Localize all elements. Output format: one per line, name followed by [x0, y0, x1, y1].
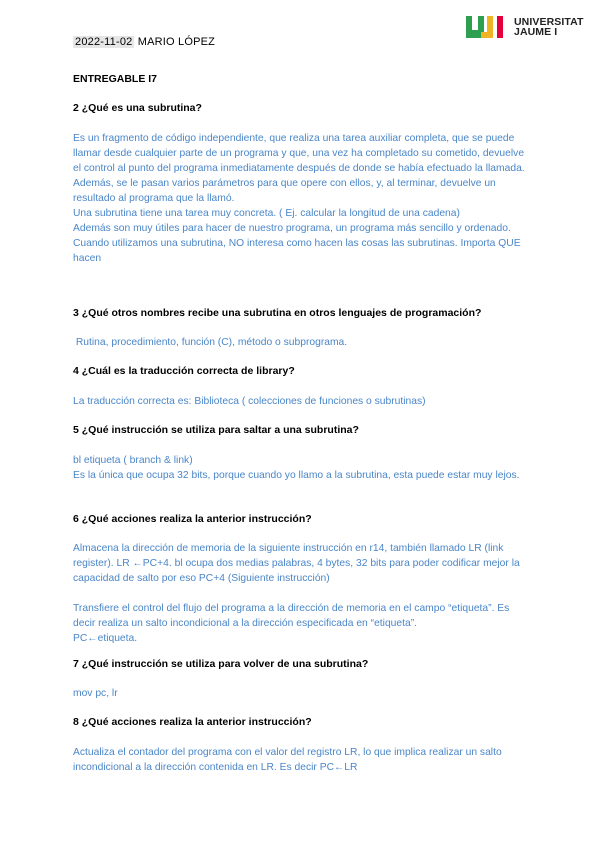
answer-paragraph: Transfiere el control del flujo del programa a la dirección de memoria en el campo “etiqueta”. Es decir realiza un salto incondicional a la dirección especificada en “etiqueta”.	[73, 603, 510, 629]
answer-paragraph: Cuando utilizamos una subrutina, NO interesa como hacen las cosas las subrutinas. Importa QUE hacen	[73, 238, 521, 264]
answer-paragraph: Es un fragmento de código independiente, que realiza una tarea auxiliar completa, que se puede llamar desde cualquier parte de un programa y que, una vez ha completado su cometido, devuelve el control al punto del programa inmediatamente después de donde se había efectuado la llamada.	[73, 133, 525, 174]
answer-7	[73, 686, 533, 701]
answer-3	[73, 335, 533, 350]
answer-4	[73, 394, 533, 409]
answer-paragraph: Almacena la dirección de memoria de la siguiente instrucción en r14, también llamado LR (link register). LR ←PC+4. bl ocupa dos medias palabras, 4 bytes, 32 bits para poder codificar mejor la capacidad de salto por eso PC+4 (Siguiente instrucción)	[73, 543, 520, 584]
university-logo	[466, 16, 584, 38]
answer-6	[73, 541, 533, 646]
answer-5	[73, 453, 533, 483]
answer-2	[73, 131, 533, 266]
answer-paragraph: mov pc, lr	[73, 688, 118, 699]
answer-paragraph: Además, se le pasan varios parámetros para que opere con ellos, y, al terminar, devuelve un resultado al programa que la llamó.	[73, 178, 496, 204]
question-2: 2 ¿Qué es una subrutina?	[73, 102, 202, 114]
question-8: 8 ¿Qué acciones realiza la anterior instrucción?	[73, 716, 312, 728]
answer-paragraph: Además son muy útiles para hacer de nuestro programa, un programa más sencillo y ordenado.	[73, 223, 511, 234]
answer-paragraph: bl etiqueta ( branch & link)	[73, 455, 193, 466]
answer-paragraph: PC←etiqueta.	[73, 633, 138, 644]
answer-paragraph: La traducción correcta es: Biblioteca ( colecciones de funciones o subrutinas)	[73, 396, 426, 407]
author-name: MARIO LÓPEZ	[137, 36, 216, 48]
answer-paragraph: Actualiza el contador del programa con el valor del registro LR, lo que implica realizar un salto incondicional a la dirección contenida en LR. Es decir PC←LR	[73, 747, 502, 773]
page-title: ENTREGABLE I7	[73, 73, 158, 85]
answer-8	[73, 745, 533, 775]
uji-logo-icon	[466, 16, 510, 38]
question-3: 3 ¿Qué otros nombres recibe una subrutina en otros lenguajes de programación?	[73, 307, 482, 319]
question-7: 7 ¿Qué instrucción se utiliza para volver de una subrutina?	[73, 658, 369, 670]
date: 2022-11-02	[75, 36, 133, 48]
logo-text	[514, 17, 584, 37]
question-6: 6 ¿Qué acciones realiza la anterior instrucción?	[73, 513, 312, 525]
document-header	[73, 36, 215, 48]
question-4: 4 ¿Cuál es la traducción correcta de library?	[73, 365, 295, 377]
answer-paragraph: Una subrutina tiene una tarea muy concreta. ( Ej. calcular la longitud de una cadena)	[73, 208, 460, 219]
question-5: 5 ¿Qué instrucción se utiliza para saltar a una subrutina?	[73, 424, 359, 436]
logo-line-1: UNIVERSITAT	[514, 16, 584, 28]
answer-paragraph: Es la única que ocupa 32 bits, porque cuando yo llamo a la subrutina, esta puede estar muy lejos.	[73, 470, 520, 481]
logo-line-2: JAUME I	[514, 26, 558, 38]
answer-paragraph: Rutina, procedimiento, función (C), método o subprograma.	[73, 337, 348, 348]
